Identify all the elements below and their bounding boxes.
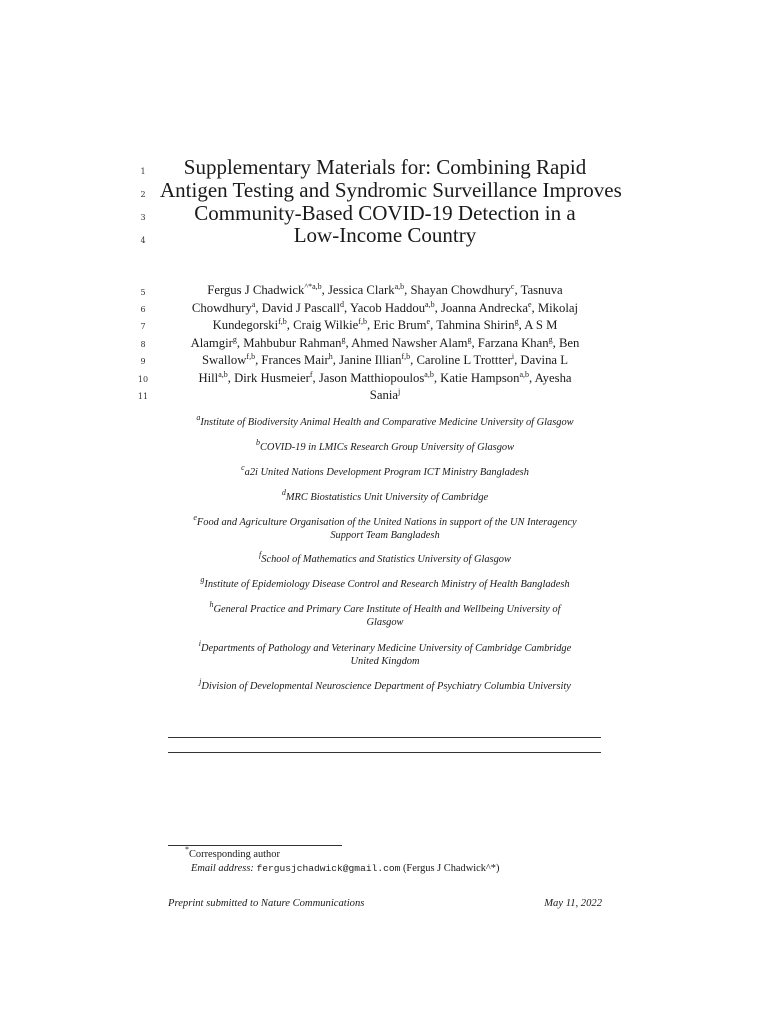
author-line <box>160 317 610 335</box>
affiliation-marker: e <box>527 299 532 309</box>
paper-title <box>160 155 622 248</box>
line-number: 6 <box>140 305 146 314</box>
affiliation-marker: f <box>309 369 313 379</box>
author-name: , Frances Mair <box>255 353 329 367</box>
author-list <box>160 282 610 405</box>
line-number: 7 <box>140 322 146 331</box>
affiliation-marker: a,b <box>425 299 435 309</box>
author-name: , Shayan Chowdhury <box>404 283 511 297</box>
affiliation-marker: h <box>328 352 333 361</box>
author-line <box>160 335 610 353</box>
line-number: 3 <box>140 213 146 222</box>
affiliation: $^d$MRC Biostatistics Unit University of Cambridge <box>281 488 489 503</box>
affiliation-marker: a <box>251 299 256 309</box>
affiliation: $^h$General Practice and Primary Care Institute of Health and Wellbeing University of Glasgow <box>209 600 561 629</box>
author-name: , Caroline L Trottter <box>410 353 512 367</box>
section-rule <box>168 737 601 738</box>
author-name: , Joanna Andrecka <box>434 300 528 315</box>
affiliation-marker: g <box>548 334 553 344</box>
author-line <box>160 300 610 318</box>
affiliation-marker: a,b <box>218 369 228 379</box>
affiliation-marker: f,b <box>358 317 367 326</box>
title-line: Supplementary Materials for: Combining Rapid <box>183 155 587 179</box>
author-name: , Jessica Clark <box>321 283 395 297</box>
affiliation-marker: d <box>339 299 344 309</box>
affiliation: $^e$Food and Agriculture Organisation of the United Nations in support of the UN Interagency Support Team Bangladesh <box>193 513 577 542</box>
author-name: Fergus J Chadwick <box>207 283 305 297</box>
author-name: , A S M <box>518 318 558 332</box>
author-name: , Dirk Husmeier <box>227 370 310 385</box>
line-number: 10 <box>137 375 149 384</box>
affiliation-marker: e <box>426 317 431 326</box>
affiliation-marker: a,b <box>424 369 434 379</box>
affiliation: $^i$Departments of Pathology and Veterinary Medicine University of Cambridge Cambridge United Kingdom <box>198 639 572 668</box>
affiliation-marker: f,b <box>278 317 287 326</box>
title-line: Antigen Testing and Syndromic Surveillance Improves <box>160 177 622 202</box>
email-label: Email address: <box>191 863 254 874</box>
author-name: , Farzana Khan <box>471 335 549 350</box>
affiliation-marker: a,b <box>394 282 405 291</box>
affiliation-marker: f,b <box>246 352 256 361</box>
author-line <box>160 387 610 405</box>
line-number: 2 <box>140 190 146 199</box>
line-number: 9 <box>140 357 146 366</box>
author-name: , Yacob Haddou <box>343 300 426 315</box>
affiliation: $^b$COVID-19 in LMICs Research Group University of Glasgow <box>255 438 515 453</box>
author-name: , Craig Wilkie <box>286 318 359 332</box>
author-name: , Mahbubur Rahman <box>236 335 342 350</box>
author-name: Hill <box>198 370 219 385</box>
email-link[interactable]: fergusjchadwick@gmail.com <box>256 863 401 874</box>
author-line <box>160 352 610 370</box>
affiliation-marker: i <box>511 352 515 361</box>
author-name: , Tasnuva <box>514 283 563 297</box>
affiliation-marker: g <box>514 317 519 326</box>
affiliation: $^c$a2i United Nations Development Program ICT Ministry Bangladesh <box>241 463 529 478</box>
author-name: , Jason Matthiopoulos <box>312 370 425 385</box>
affiliation-marker: g <box>232 334 237 344</box>
author-name: , Davina L <box>514 353 568 367</box>
affiliation-marker: g <box>341 334 346 344</box>
line-number: 11 <box>137 392 149 401</box>
author-name: , Ben <box>552 335 580 350</box>
affiliation-marker: f,b <box>401 352 411 361</box>
line-number: 1 <box>140 167 146 176</box>
affiliation: $^j$Division of Developmental Neuroscience Department of Psychiatry Columbia University <box>199 677 571 692</box>
author-name: , David J Pascall <box>255 300 340 315</box>
author-name: , Mikolaj <box>531 300 579 315</box>
section-rule <box>168 752 601 753</box>
author-name: Sania <box>369 388 398 402</box>
affiliation: $^g$Institute of Epidemiology Disease Control and Research Ministry of Health Bangladesh <box>200 575 570 590</box>
author-name: Alamgir <box>190 335 233 350</box>
affiliation-marker: a,b <box>519 369 530 379</box>
line-number: 4 <box>140 236 146 245</box>
author-line <box>160 370 610 388</box>
journal-note: Preprint submitted to Nature Communications <box>168 898 365 909</box>
footnote-rule <box>168 845 342 846</box>
line-number: 8 <box>140 340 146 349</box>
title-line: Community-Based COVID-19 Detection in a <box>194 200 576 225</box>
affiliation: $^a$Institute of Biodiversity Animal Health and Comparative Medicine University of Glasgow <box>196 413 574 428</box>
author-name: , Eric Brum <box>366 318 427 332</box>
author-name: , Tahmina Shirin <box>430 318 515 332</box>
author-name: Chowdhury <box>191 300 252 315</box>
affiliation-marker: g <box>467 334 472 344</box>
affiliation-marker: c <box>510 282 515 291</box>
author-name: Kundegorski <box>212 318 279 332</box>
date: May 11, 2022 <box>544 898 602 909</box>
author-name: Swallow <box>202 353 247 367</box>
title-line: Low-Income Country <box>293 223 477 248</box>
line-number: 5 <box>140 288 146 297</box>
affiliation-marker: j <box>397 387 401 396</box>
author-name: , Janine Illian <box>332 353 402 367</box>
author-name: , Katie Hampson <box>433 370 520 385</box>
affiliation: $^f$School of Mathematics and Statistics University of Glasgow <box>259 550 511 565</box>
author-line <box>160 282 610 300</box>
footnote-email: Email address: fergusjchadwick@gmail.com (Fergus J Chadwick^*) <box>191 863 500 874</box>
footnote-corresponding: *Corresponding author <box>185 845 280 860</box>
affiliation-marker: ^*a,b <box>304 282 322 291</box>
author-name: , Ahmed Nawsher Alam <box>345 335 468 350</box>
author-name: , Ayesha <box>529 370 572 385</box>
